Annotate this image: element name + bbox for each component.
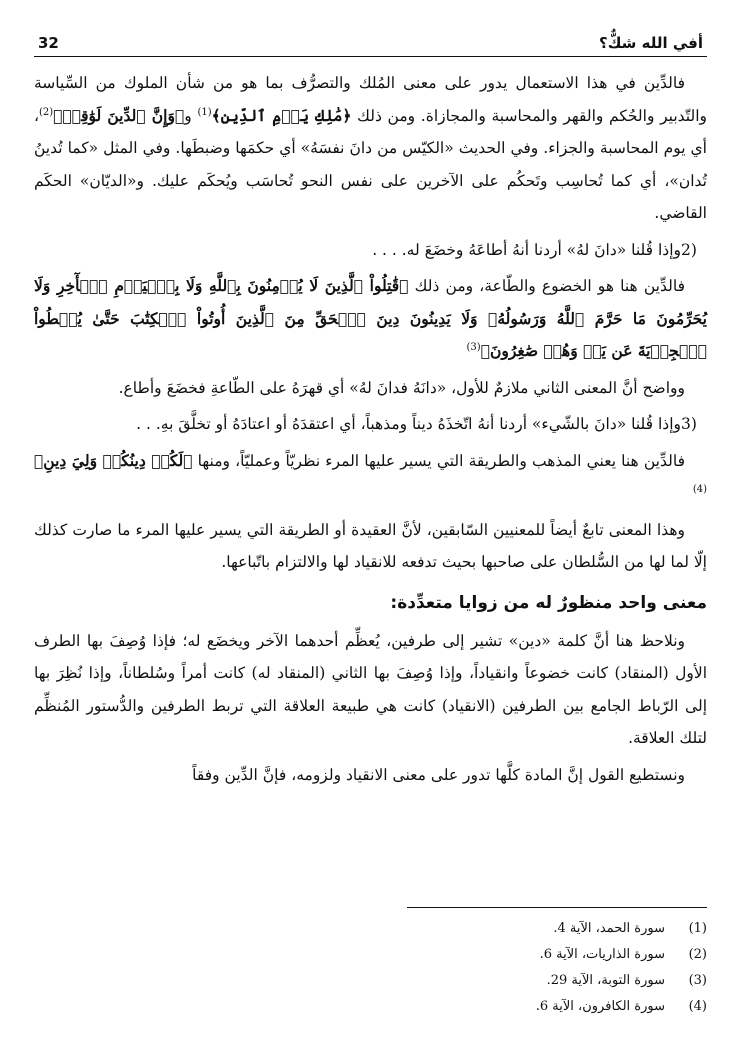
footnote-item <box>34 994 707 1020</box>
footnote-number: (2) <box>688 947 707 962</box>
paragraph-text: فالدِّين في هذا الاستعمال يدور على معنى المُلك والتصرُّف بما هو من شأن الملوك من السِّياسة والتّدبير والحُكم والقهر والمحاسبة والمجازاة. ومن ذلك <box>34 74 707 125</box>
item-text: وإذا قُلنا «دانَ بالشّيء» أردنا أنهُ اتّخذَهُ ديناً ومذهباً، أي اعتقدَهُ أو اعتادَهُ أو تخلَّقَ بهِ. . . <box>136 415 681 433</box>
footnote-ref: (2) <box>39 106 54 118</box>
footnote-ref: (3) <box>466 341 481 353</box>
conjunction: و <box>184 106 192 125</box>
quran-quote: ﴿وَإِنَّ ٱلدِّينَ لَوَٰقِعٞ﴾ <box>53 105 185 125</box>
paragraph-4 <box>34 445 707 510</box>
footnote-item <box>34 942 707 968</box>
list-item-3 <box>34 408 707 441</box>
paragraph-6: ونلاحظ هنا أنَّ كلمة «دين» تشير إلى طرفين، يُعظِّم أحدهما الآخر ويخضَع له؛ فإذا وُصِفَ بها الطرف الأول (المنقاد) كانت خضوعاً وانقياداً، وإذا وُصِفَ بها الثاني (المنقاد له) كانت أمراً وسُلطاناً، وإذا نُظِرَ بها إلى الرّباط الجامع بين الطرفين (الانقياد) كانت هي طبيعة العلاقة التي تربط الطرفين والدُّستور المُنظِّم لتلك العلاقة. <box>34 631 707 747</box>
item-text: وإذا قُلنا «دانَ لهُ» أردنا أنهُ أطاعَهُ وخضَعَ له. . . . <box>372 240 681 259</box>
paragraph-text: فالدِّين هنا يعني المذهب والطريقة التي يسير عليها المرء نظريّاً وعمليّاً، ومنها <box>197 451 685 470</box>
paragraph-1 <box>34 67 707 230</box>
footnote-text: سورة الكافرون، الآية 6. <box>535 999 665 1014</box>
footnote-text: سورة التوبة، الآية 29. <box>546 973 665 988</box>
item-number: 2) <box>681 240 697 259</box>
quran-quote: ﴿لَكُمۡ دِينُكُمۡ وَلِيَ دِينِ﴾ <box>34 450 193 470</box>
footnote-text: سورة الحمد، الآية 4. <box>553 921 665 936</box>
paragraph-text: ، أي يوم المحاسبة والجزاء. وفي الحديث «الكيّس من دانَ نفسَهُ» أي حكمَها وضبطَها. وفي المثل «كما تُدينُ تُدان»، أي كما تُحاسِب وتَحكُم على الآخرين على نفس النحو تُحاسَب ويُحكَم عليك. و«الديّان» الحكَم القاضي. <box>34 106 707 222</box>
page-title: أفي الله شكٌّ؟ <box>599 34 703 52</box>
footnote-item <box>34 968 707 994</box>
quran-quote: ﴿مَٰلِكِ يَوۡمِ ٱلدِّينِ﴾ <box>211 105 352 125</box>
page-number: 32 <box>38 34 59 52</box>
footnotes <box>34 916 707 1020</box>
footnote-number: (3) <box>688 973 707 988</box>
footnote-ref: (1) <box>197 106 212 118</box>
footnote-divider <box>407 907 707 908</box>
footnote-text: سورة الذاريات، الآية 6. <box>539 947 665 962</box>
footnote-item <box>34 916 707 942</box>
footnote-ref: (4) <box>692 483 707 495</box>
paragraph-7: ونستطيع القول إنَّ المادة كلَّها تدور على معنى الانقياد ولزومه، فإنَّ الدِّين وفقاً <box>192 765 685 784</box>
section-heading: معنى واحد منظورٌ له من زوايا متعدِّدة: <box>390 592 707 613</box>
footnote-number: (1) <box>688 921 707 936</box>
paragraph-text: فالدِّين هنا هو الخضوع والطّاعة، ومن ذلك <box>414 277 685 295</box>
running-head <box>34 22 707 57</box>
quran-quote: ﴿قَٰتِلُواْ ٱلَّذِينَ لَا يُؤۡمِنُونَ بِٱللَّهِ وَلَا بِٱلۡيَوۡمِ ٱلۡأٓخِرِ وَلَا يُحَرِّمُونَ مَا حَرَّمَ ٱللَّهُ وَرَسُولُهُۥ وَلَا يَدِينُونَ دِينَ ٱلۡحَقِّ مِنَ ٱلَّذِينَ أُوتُواْ ٱلۡكِتَٰبَ حَتَّىٰ يُعۡطُواْ ٱلۡجِزۡيَةَ عَن يَدٖ وَهُمۡ صَٰغِرُونَ﴾ <box>34 276 707 360</box>
paragraph-5: وهذا المعنى تابعٌ أيضاً للمعنيين السّابقين، لأنَّ العقيدة أو الطريقة التي يسير عليها المرء ما صارت كذلك إلّا لما لها من السُّلطان على صاحبها بحيث تدفعه للانقياد لها والالتزام باتّباعها. <box>34 520 707 571</box>
paragraph-3: وواضح أنَّ المعنى الثاني ملازمٌ للأول، «دانَهُ فدانَ لهُ» أي قهرَهُ على الطّاعةِ فخضَعَ وأطاع. <box>118 378 685 397</box>
paragraph-2 <box>34 270 707 368</box>
footnote-number: (4) <box>688 999 707 1014</box>
main-text <box>34 67 707 791</box>
item-number: 3) <box>681 415 697 433</box>
list-item-2 <box>34 234 707 267</box>
